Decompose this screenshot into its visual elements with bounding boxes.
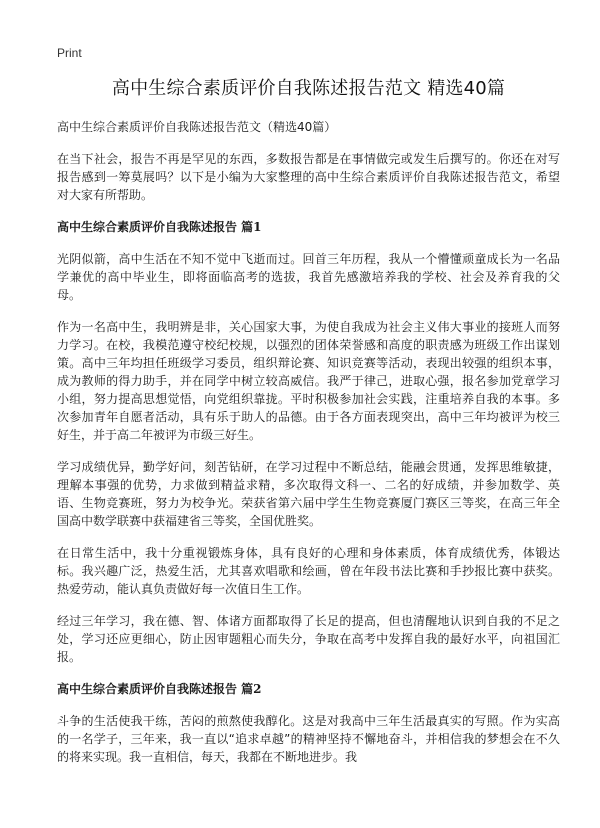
document-subtitle: 高中生综合素质评价自我陈述报告范文（精选40篇） bbox=[57, 120, 337, 134]
section-heading-2: 高中生综合素质评价自我陈述报告 篇2 bbox=[57, 682, 262, 696]
section-heading-1: 高中生综合素质评价自我陈述报告 篇1 bbox=[57, 220, 262, 234]
intro-paragraph: 在当下社会，报告不再是罕见的东西，多数报告都是在事情做完或发生后撰写的。你还在对写报告感到一筹莫展吗？以下是小编为大家整理的高中生综合素质评价自我陈述报告范文，希望对大家有所帮助。 bbox=[57, 152, 560, 202]
section-1-paragraph-2: 作为一名高中生，我明辨是非，关心国家大事，为使自我成为社会主义伟大事业的接班人而努力学习。在校，我模范遵守校纪校规，以强烈的团体荣誉感和高度的职责感为班级工作出谋划策。高中三年均担任班级学习委员，组织辩论赛、知识竞赛等活动，表现出较强的组织本事，成为教师的得力助手，并在同学中树立较高威信。我严于律己，进取心强，报名参加党章学习小组，努力提高思想觉悟，向党组织靠拢。平时积极参加社会实践，注重培养自我的本事。多次参加青年自愿者活动，具有乐于助人的品德。由于各方面表现突出，高中三年均被评为校三好生，并于高二年被评为市级三好生。 bbox=[57, 320, 560, 442]
page-title: 高中生综合素质评价自我陈述报告范文 精选40篇 bbox=[111, 78, 506, 99]
section-1-paragraph-4: 在日常生活中，我十分重视锻炼身体，具有良好的心理和身体素质，体育成绩优秀，体锻达标。我兴趣广泛，热爱生活，尤其喜欢唱歌和绘画，曾在年段书法比赛和手抄报比赛中获奖。热爱劳动，能认真负责做好每一次值日生工作。 bbox=[57, 546, 560, 596]
print-link[interactable]: Print bbox=[57, 46, 82, 60]
section-1-paragraph-3: 学习成绩优异，勤学好问，刻苦钻研，在学习过程中不断总结，能融会贯通，发挥思维敏捷，理解本事强的优势，力求做到精益求精，多次取得文科一、二名的好成绩，并参加数学、英语、生物竞赛班，努力为校争光。荣获省第六届中学生生物竞赛厦门赛区三等奖，在高三年全国高中数学联赛中获福建省三等奖，全国优胜奖。 bbox=[57, 460, 560, 528]
section-1-paragraph-1: 光阴似箭，高中生活在不知不觉中飞逝而过。回首三年历程，我从一个懵懂顽童成长为一名品学兼优的高中毕业生，即将面临高考的选拔，我首先感激培养我的学校、社会及养育我的父母。 bbox=[57, 252, 560, 302]
section-1-paragraph-5: 经过三年学习，我在德、智、体诸方面都取得了长足的提高，但也清醒地认识到自我的不足之处，学习还应更细心，防止因审题粗心而失分，争取在高考中发挥自我的最好水平，向祖国汇报。 bbox=[57, 614, 560, 664]
section-2-paragraph-1: 斗争的生活使我干练，苦闷的煎熬使我醇化。这是对我高中三年生活最真实的写照。作为实高的一名学子，三年来，我一直以“追求卓越”的精神坚持不懈地奋斗，并相信我的梦想会在不久的将来实现。我一直相信，每天，我都在不断地进步。我 bbox=[57, 714, 560, 764]
